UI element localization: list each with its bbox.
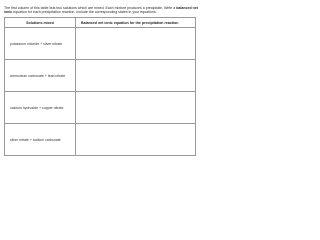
header-net-ionic-equation: Balanced net ionic equation for the precipitation reaction <box>76 18 196 28</box>
solutions-mixed-cell: potassium chloride + silver nitrate <box>5 28 76 60</box>
table-row <box>5 124 196 156</box>
table-row <box>5 28 196 60</box>
instructions-text-part1: The first column of this table lists two solutions which are mixed. Each mixture produces a precipitate. Write a <box>4 5 177 10</box>
solutions-mixed-cell: calcium hydroxide + copper nitrate <box>5 92 76 124</box>
table-header-row <box>5 18 196 28</box>
instructions-paragraph <box>4 6 198 15</box>
equation-answer-cell[interactable] <box>76 28 196 60</box>
table-row <box>5 92 196 124</box>
worksheet-page <box>0 0 200 161</box>
reactions-table <box>4 17 196 156</box>
solutions-mixed-cell: silver nitrate + sodium carbonate <box>5 124 76 156</box>
header-solutions-mixed: Solutions mixed <box>5 18 76 28</box>
equation-answer-cell[interactable] <box>76 60 196 92</box>
solutions-mixed-cell: ammonium carbonate + lead nitrate <box>5 60 76 92</box>
equation-answer-cell[interactable] <box>76 124 196 156</box>
instructions-text-part2: equation for each precipitation reaction. Include the corresponding states in your equations. <box>12 10 157 15</box>
equation-answer-cell[interactable] <box>76 92 196 124</box>
instructions-emphasis: balanced net ionic <box>4 5 198 15</box>
table-row <box>5 60 196 92</box>
